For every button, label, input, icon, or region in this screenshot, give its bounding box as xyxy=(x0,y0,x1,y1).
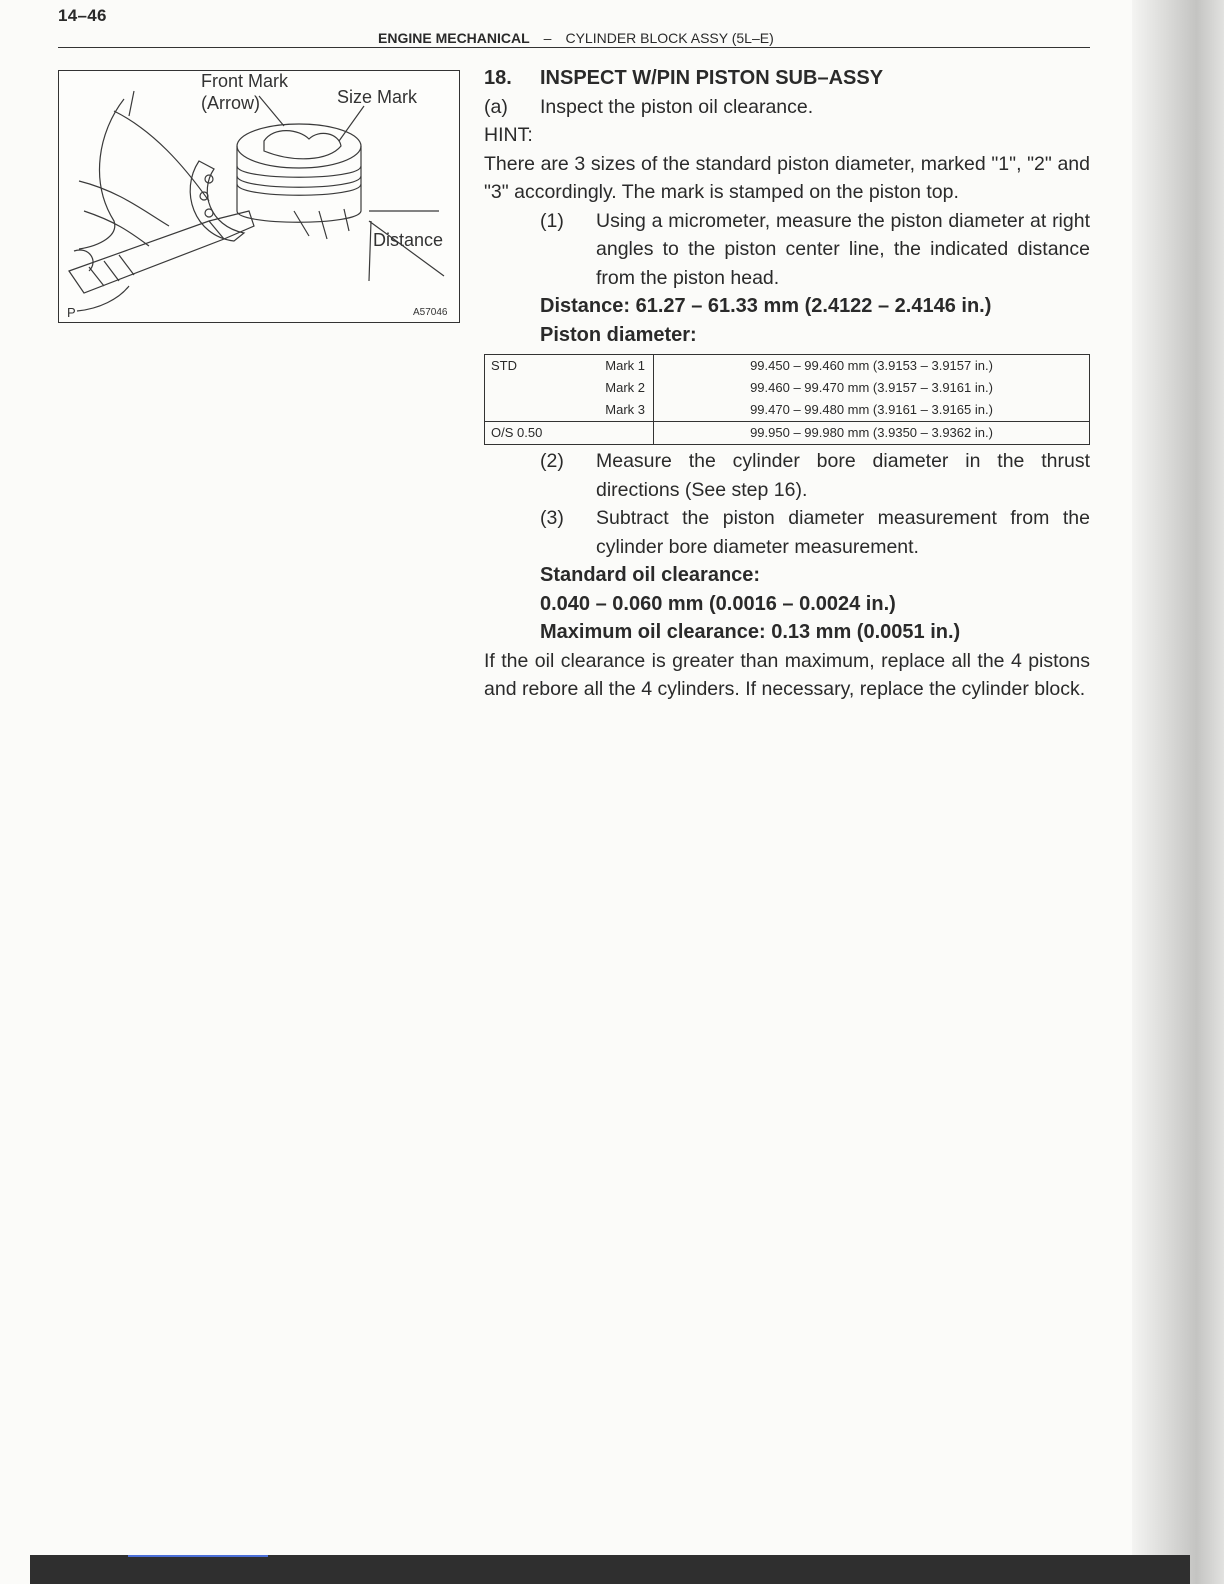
item-1-text: Using a micrometer, measure the piston diameter at right angles to the piston center line, the indicated distance from the piston head. xyxy=(596,209,1090,289)
item-2-text: Measure the cylinder bore diameter in the thrust directions (See step 16). xyxy=(596,450,1090,501)
step-number: 18. xyxy=(484,67,512,89)
os-label: O/S 0.50 xyxy=(485,422,654,445)
piston-measurement-figure xyxy=(58,70,460,323)
step-heading xyxy=(484,64,1090,93)
distance-label: Distance xyxy=(373,230,444,250)
closing-text: If the oil clearance is greater than maximum, replace all the 4 pistons and rebore all the 4 cylinders. If necessary, replace the cylinder block. xyxy=(484,649,1090,700)
mark-1-value: 99.450 – 99.460 mm (3.9153 – 3.9157 in.) xyxy=(750,358,993,373)
mark-2-value: 99.460 – 99.470 mm (3.9157 – 3.9161 in.) xyxy=(750,380,993,395)
mark-3-label: Mark 3 xyxy=(605,402,645,417)
mark-1-label: Mark 1 xyxy=(605,358,645,373)
procedure-content xyxy=(484,64,1090,704)
page-edge-shadow xyxy=(1132,0,1224,1584)
table-row-os xyxy=(485,422,1090,445)
step-title: INSPECT W/PIN PISTON SUB–ASSY xyxy=(540,67,884,89)
figure-code: A57046 xyxy=(413,307,448,318)
mark-2-label: Mark 2 xyxy=(605,380,645,395)
figure-corner-letter: P xyxy=(67,305,76,320)
front-mark-label: Front Mark xyxy=(201,71,289,91)
substep-a xyxy=(484,93,1090,122)
size-mark-label: Size Mark xyxy=(337,87,418,107)
std-label: STD xyxy=(491,358,517,373)
piston-diameter-label: Piston diameter: xyxy=(540,323,697,346)
std-clearance-value: 0.040 – 0.060 mm (0.0016 – 0.0024 in.) xyxy=(540,592,896,615)
item-1-label: (1) xyxy=(540,209,564,232)
std-clearance-label: Standard oil clearance: xyxy=(540,564,761,586)
running-header xyxy=(378,30,774,46)
front-mark-arrow-label: (Arrow) xyxy=(201,93,260,113)
item-3-text: Subtract the piston diameter measurement from the cylinder bore diameter measurement. xyxy=(596,507,1090,558)
std-values-cell xyxy=(654,355,1090,422)
hint-text: There are 3 sizes of the standard piston diameter, marked "1", "2" and "3" accordingly. The mark is stamped on the piston top. xyxy=(484,152,1090,203)
item-2-label: (2) xyxy=(540,450,564,472)
item-1 xyxy=(540,207,1090,293)
os-value: 99.950 – 99.980 mm (3.9350 – 3.9362 in.) xyxy=(654,422,1090,445)
section-title: ENGINE MECHANICAL xyxy=(378,30,530,46)
scan-blue-line xyxy=(128,1555,268,1557)
max-clearance: Maximum oil clearance: 0.13 mm (0.0051 in.) xyxy=(540,621,961,643)
substep-a-text: Inspect the piston oil clearance. xyxy=(540,95,814,118)
mark-3-value: 99.470 – 99.480 mm (3.9161 – 3.9165 in.) xyxy=(750,402,993,417)
subsection-title: CYLINDER BLOCK ASSY (5L–E) xyxy=(565,30,774,46)
header-separator: – xyxy=(543,30,552,46)
item-3 xyxy=(540,504,1090,561)
item-3-label: (3) xyxy=(540,507,564,529)
item-2 xyxy=(540,447,1090,504)
header-rule xyxy=(58,47,1090,48)
substep-a-label: (a) xyxy=(484,95,508,118)
std-cell xyxy=(485,355,654,422)
page-number: 14–46 xyxy=(58,6,107,25)
scan-bottom-edge xyxy=(30,1555,1190,1584)
hint-label: HINT: xyxy=(484,124,533,146)
distance-spec: Distance: 61.27 – 61.33 mm (2.4122 – 2.4146 in.) xyxy=(540,295,992,317)
table-row-std xyxy=(485,355,1090,422)
piston-diameter-table xyxy=(484,354,1090,445)
